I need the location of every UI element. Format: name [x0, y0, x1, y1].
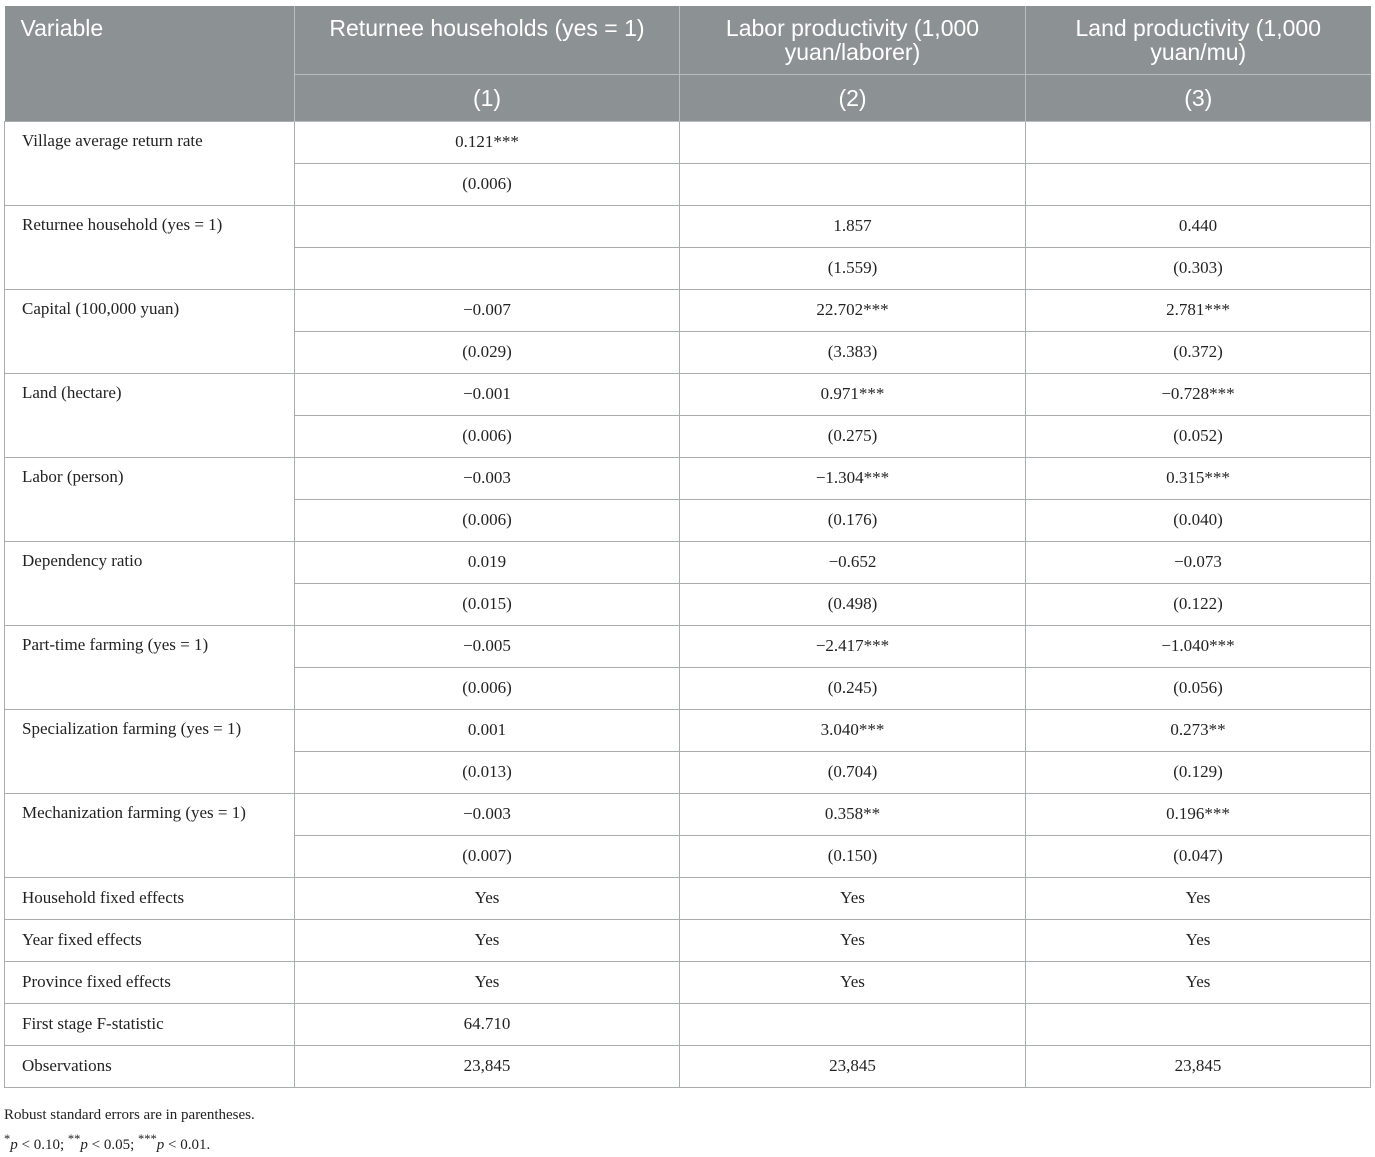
coefficient-cell: −0.652: [680, 541, 1026, 583]
value-cell: Yes: [295, 877, 680, 919]
coefficient-cell: 0.001: [295, 709, 680, 751]
standard-error-cell: (0.007): [295, 835, 680, 877]
variable-label: Specialization farming (yes = 1): [5, 709, 295, 793]
table-body: [5, 121, 1371, 1087]
threshold-text: < 0.01.: [164, 1137, 211, 1153]
standard-error-cell: (0.122): [1026, 583, 1371, 625]
table-row: [5, 1003, 1371, 1045]
coefficient-cell: 0.358**: [680, 793, 1026, 835]
regression-table: [4, 6, 1371, 1088]
standard-error-cell: (0.498): [680, 583, 1026, 625]
coefficient-cell: −0.003: [295, 793, 680, 835]
threshold-text: < 0.05;: [87, 1137, 139, 1153]
standard-error-cell: [680, 163, 1026, 205]
table-row: [5, 919, 1371, 961]
standard-error-cell: (0.176): [680, 499, 1026, 541]
standard-error-cell: (0.245): [680, 667, 1026, 709]
standard-error-cell: (0.013): [295, 751, 680, 793]
standard-error-cell: [1026, 163, 1371, 205]
coefficient-cell: [295, 205, 680, 247]
header-title-row: [5, 6, 1371, 74]
value-cell: 23,845: [680, 1045, 1026, 1087]
value-cell: Yes: [1026, 919, 1371, 961]
value-cell: Yes: [680, 919, 1026, 961]
coefficient-cell: 3.040***: [680, 709, 1026, 751]
table-row-coef: [5, 457, 1371, 499]
variable-label: Household fixed effects: [5, 877, 295, 919]
standard-error-cell: (0.006): [295, 415, 680, 457]
table-notes: [4, 1103, 255, 1157]
table-header: [5, 6, 1371, 121]
coefficient-cell: 0.971***: [680, 373, 1026, 415]
column-1-title: Returnee households (yes = 1): [295, 6, 680, 74]
table-row: [5, 961, 1371, 1003]
value-cell: 23,845: [295, 1045, 680, 1087]
coefficient-cell: 2.781***: [1026, 289, 1371, 331]
table-row-coef: [5, 121, 1371, 163]
table-row-coef: [5, 709, 1371, 751]
standard-error-cell: (0.006): [295, 667, 680, 709]
value-cell: [680, 1003, 1026, 1045]
coefficient-cell: −0.073: [1026, 541, 1371, 583]
column-3-title: Land productivity (1,000 yuan/mu): [1026, 6, 1371, 74]
variable-label: Mechanization farming (yes = 1): [5, 793, 295, 877]
coefficient-cell: −1.304***: [680, 457, 1026, 499]
coefficient-cell: −0.001: [295, 373, 680, 415]
standard-error-cell: (0.150): [680, 835, 1026, 877]
standard-error-cell: (0.015): [295, 583, 680, 625]
variable-label: Land (hectare): [5, 373, 295, 457]
standard-error-cell: (0.372): [1026, 331, 1371, 373]
value-cell: Yes: [1026, 877, 1371, 919]
standard-error-cell: (0.040): [1026, 499, 1371, 541]
value-cell: Yes: [295, 961, 680, 1003]
standard-error-cell: (0.047): [1026, 835, 1371, 877]
standard-error-cell: (1.559): [680, 247, 1026, 289]
standard-error-cell: (3.383): [680, 331, 1026, 373]
table-row-coef: [5, 205, 1371, 247]
variable-label: Returnee household (yes = 1): [5, 205, 295, 289]
coefficient-cell: 22.702***: [680, 289, 1026, 331]
value-cell: 23,845: [1026, 1045, 1371, 1087]
significance-stars: *: [4, 1132, 11, 1146]
coefficient-cell: 0.315***: [1026, 457, 1371, 499]
column-2-number: (2): [680, 74, 1026, 121]
value-cell: Yes: [680, 877, 1026, 919]
coefficient-cell: 0.121***: [295, 121, 680, 163]
coefficient-cell: 0.273**: [1026, 709, 1371, 751]
coefficient-cell: −0.728***: [1026, 373, 1371, 415]
table-row-coef: [5, 373, 1371, 415]
p-symbol: p: [10, 1137, 18, 1153]
table-row: [5, 877, 1371, 919]
coefficient-cell: −2.417***: [680, 625, 1026, 667]
standard-error-cell: (0.029): [295, 331, 680, 373]
coefficient-cell: −0.003: [295, 457, 680, 499]
standard-error-cell: (0.052): [1026, 415, 1371, 457]
column-1-number: (1): [295, 74, 680, 121]
coefficient-cell: −1.040***: [1026, 625, 1371, 667]
coefficient-cell: 0.440: [1026, 205, 1371, 247]
coefficient-cell: 1.857: [680, 205, 1026, 247]
variable-label: Year fixed effects: [5, 919, 295, 961]
variable-column-header: Variable: [5, 6, 295, 121]
column-3-number: (3): [1026, 74, 1371, 121]
coefficient-cell: −0.005: [295, 625, 680, 667]
variable-label: Capital (100,000 yuan): [5, 289, 295, 373]
coefficient-cell: −0.007: [295, 289, 680, 331]
p-symbol: p: [156, 1137, 165, 1153]
significance-stars: **: [67, 1132, 81, 1146]
table-row-coef: [5, 793, 1371, 835]
value-cell: 64.710: [295, 1003, 680, 1045]
table-row: [5, 1045, 1371, 1087]
standard-error-cell: (0.275): [680, 415, 1026, 457]
p-symbol: p: [80, 1137, 88, 1153]
coefficient-cell: 0.196***: [1026, 793, 1371, 835]
value-cell: Yes: [1026, 961, 1371, 1003]
column-2-title: Labor productivity (1,000 yuan/laborer): [680, 6, 1026, 74]
coefficient-cell: [680, 121, 1026, 163]
standard-error-cell: (0.303): [1026, 247, 1371, 289]
value-cell: Yes: [295, 919, 680, 961]
standard-error-cell: (0.704): [680, 751, 1026, 793]
notes-line-1: Robust standard errors are in parentheses.: [4, 1107, 255, 1123]
variable-label: Labor (person): [5, 457, 295, 541]
variable-label: Part-time farming (yes = 1): [5, 625, 295, 709]
table-row-coef: [5, 541, 1371, 583]
standard-error-cell: (0.006): [295, 499, 680, 541]
variable-label: Observations: [5, 1045, 295, 1087]
value-cell: Yes: [680, 961, 1026, 1003]
variable-label: First stage F-statistic: [5, 1003, 295, 1045]
standard-error-cell: (0.006): [295, 163, 680, 205]
value-cell: [1026, 1003, 1371, 1045]
significance-stars: ***: [138, 1132, 157, 1146]
variable-label: Village average return rate: [5, 121, 295, 205]
variable-label: Dependency ratio: [5, 541, 295, 625]
coefficient-cell: [1026, 121, 1371, 163]
table-row-coef: [5, 289, 1371, 331]
standard-error-cell: (0.056): [1026, 667, 1371, 709]
table-row-coef: [5, 625, 1371, 667]
coefficient-cell: 0.019: [295, 541, 680, 583]
variable-label: Province fixed effects: [5, 961, 295, 1003]
threshold-text: < 0.10;: [17, 1137, 68, 1153]
standard-error-cell: [295, 247, 680, 289]
standard-error-cell: (0.129): [1026, 751, 1371, 793]
